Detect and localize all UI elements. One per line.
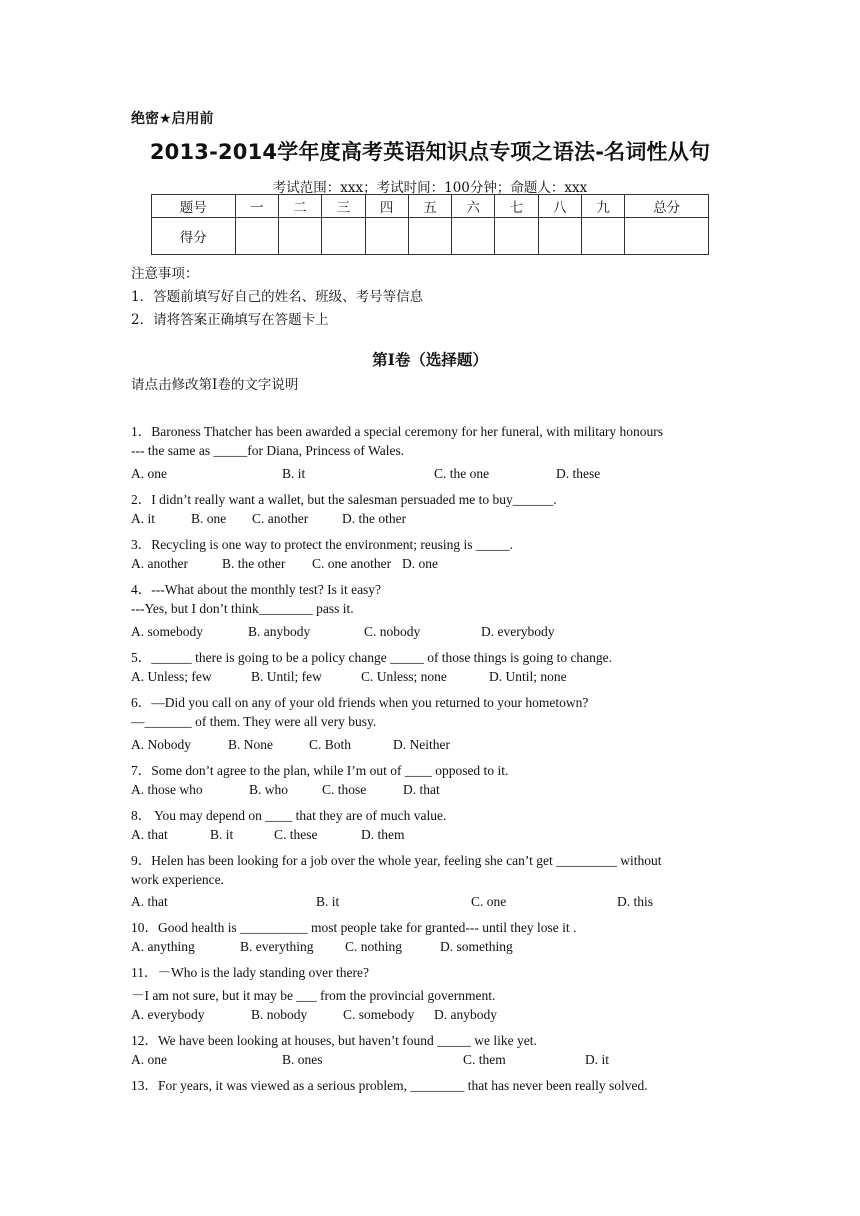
option-d: D. it [585,1052,610,1067]
table-cell: 三 [322,195,365,218]
option-a: A. Unless; few [131,669,212,684]
question-text: 5．______ there is going to be a policy change _____ of those things is going to change. [131,650,613,665]
option-a: A. it [131,511,156,526]
table-cell: 七 [495,195,538,218]
option-c: C. nothing [345,939,403,954]
table-cell: 五 [408,195,451,218]
score-cell[interactable] [495,218,538,255]
score-cell[interactable] [235,218,278,255]
option-b: B. it [210,827,234,842]
option-c: C. these [274,827,318,842]
question-text: 3．Recycling is one way to protect the environment; reusing is _____. [131,537,514,552]
option-d: D. these [556,466,601,481]
table-cell: 八 [538,195,581,218]
table-cell: 一 [235,195,278,218]
score-table-score-row [152,218,709,255]
option-b: B. Until; few [251,669,322,684]
option-d: D. Until; none [489,669,567,684]
question-text: －I am not sure, but it may be ___ from the provincial government. [131,988,496,1003]
score-row-label: 得分 [152,218,236,255]
question-text: 6．—Did you call on any of your old friends when you returned to your hometown? [131,695,589,710]
option-d: D. Neither [393,737,450,752]
option-a: A. that [131,894,168,909]
option-c: C. Unless; none [361,669,447,684]
question-text: 4．---What about the monthly test? Is it easy? [131,582,382,597]
secret-label: 绝密★启用前 [131,111,214,127]
option-a: A. one [131,466,167,481]
table-cell: 二 [278,195,321,218]
table-cell: 总分 [625,195,709,218]
question-text: 7．Some don’t agree to the plan, while I’m out of ____ opposed to it. [131,763,509,778]
score-cell[interactable] [408,218,451,255]
option-b: B. nobody [251,1007,308,1022]
option-b: B. it [316,894,340,909]
option-a: A. that [131,827,168,842]
note-item: 2．请将答案正确填写在答题卡上 [131,312,329,328]
question-text: —_______ of them. They were all very busy. [131,714,377,729]
table-cell: 九 [581,195,624,218]
option-d: D. the other [342,511,407,526]
question-text: 8． You may depend on ____ that they are of much value. [131,808,447,823]
question-text: 1．Baroness Thatcher has been awarded a special ceremony for her funeral, with military honours [131,424,664,439]
question-text: ---Yes, but I don’t think________ pass it. [131,601,354,616]
section-description: 请点击修改第I卷的文字说明 [131,377,299,393]
option-c: C. the one [434,466,490,481]
option-b: B. it [282,466,306,481]
option-c: C. one [471,894,507,909]
question-text: 11．－Who is the lady standing over there? [131,965,369,980]
option-b: B. the other [222,556,286,571]
question-text: 2．I didn’t really want a wallet, but the salesman persuaded me to buy______. [131,492,557,507]
option-a: A. everybody [131,1007,205,1022]
score-cell[interactable] [538,218,581,255]
option-d: D. anybody [434,1007,497,1022]
option-a: A. somebody [131,624,203,639]
notes-heading: 注意事项： [131,266,199,282]
table-cell: 题号 [152,195,236,218]
option-b: B. one [191,511,227,526]
note-item: 1．答题前填写好自己的姓名、班级、考号等信息 [131,289,424,305]
option-a: A. another [131,556,188,571]
option-a: A. those who [131,782,203,797]
option-c: C. them [463,1052,506,1067]
option-c: C. those [322,782,367,797]
option-d: D. everybody [481,624,555,639]
table-cell: 四 [365,195,408,218]
option-c: C. another [252,511,309,526]
option-b: B. anybody [248,624,311,639]
option-d: D. that [403,782,440,797]
option-b: B. everything [240,939,314,954]
question-text: 9．Helen has been looking for a job over the whole year, feeling she can’t get _________ without [131,853,662,868]
table-cell: 六 [452,195,495,218]
option-c: C. one another [312,556,392,571]
option-d: D. this [617,894,654,909]
option-a: A. one [131,1052,167,1067]
score-table-header-row [152,195,709,218]
score-cell[interactable] [625,218,709,255]
option-a: A. anything [131,939,195,954]
option-b: B. who [249,782,289,797]
score-table [151,194,709,255]
score-cell[interactable] [581,218,624,255]
option-a: A. Nobody [131,737,191,752]
option-b: B. None [228,737,273,752]
section-title: 第I卷（选择题） [372,350,488,369]
option-d: D. one [402,556,438,571]
exam-info: 考试范围：xxx；考试时间：100分钟；命题人：xxx [272,180,588,196]
score-cell[interactable] [365,218,408,255]
option-c: C. Both [309,737,352,752]
option-d: D. them [361,827,405,842]
score-cell[interactable] [322,218,365,255]
question-text: 10．Good health is __________ most people take for granted--- until they lose it . [131,920,577,935]
score-cell[interactable] [452,218,495,255]
page-title: 2013-2014学年度高考英语知识点专项之语法-名词性从句 [149,140,711,164]
question-text: 12．We have been looking at houses, but haven’t found _____ we like yet. [131,1033,537,1048]
option-d: D. something [440,939,513,954]
option-b: B. ones [282,1052,323,1067]
question-text: work experience. [131,872,224,887]
question-text: 13．For years, it was viewed as a serious problem, ________ that has never been really solved. [131,1078,648,1093]
score-cell[interactable] [278,218,321,255]
option-c: C. somebody [343,1007,415,1022]
question-text: --- the same as _____for Diana, Princess of Wales. [131,443,405,458]
option-c: C. nobody [364,624,421,639]
